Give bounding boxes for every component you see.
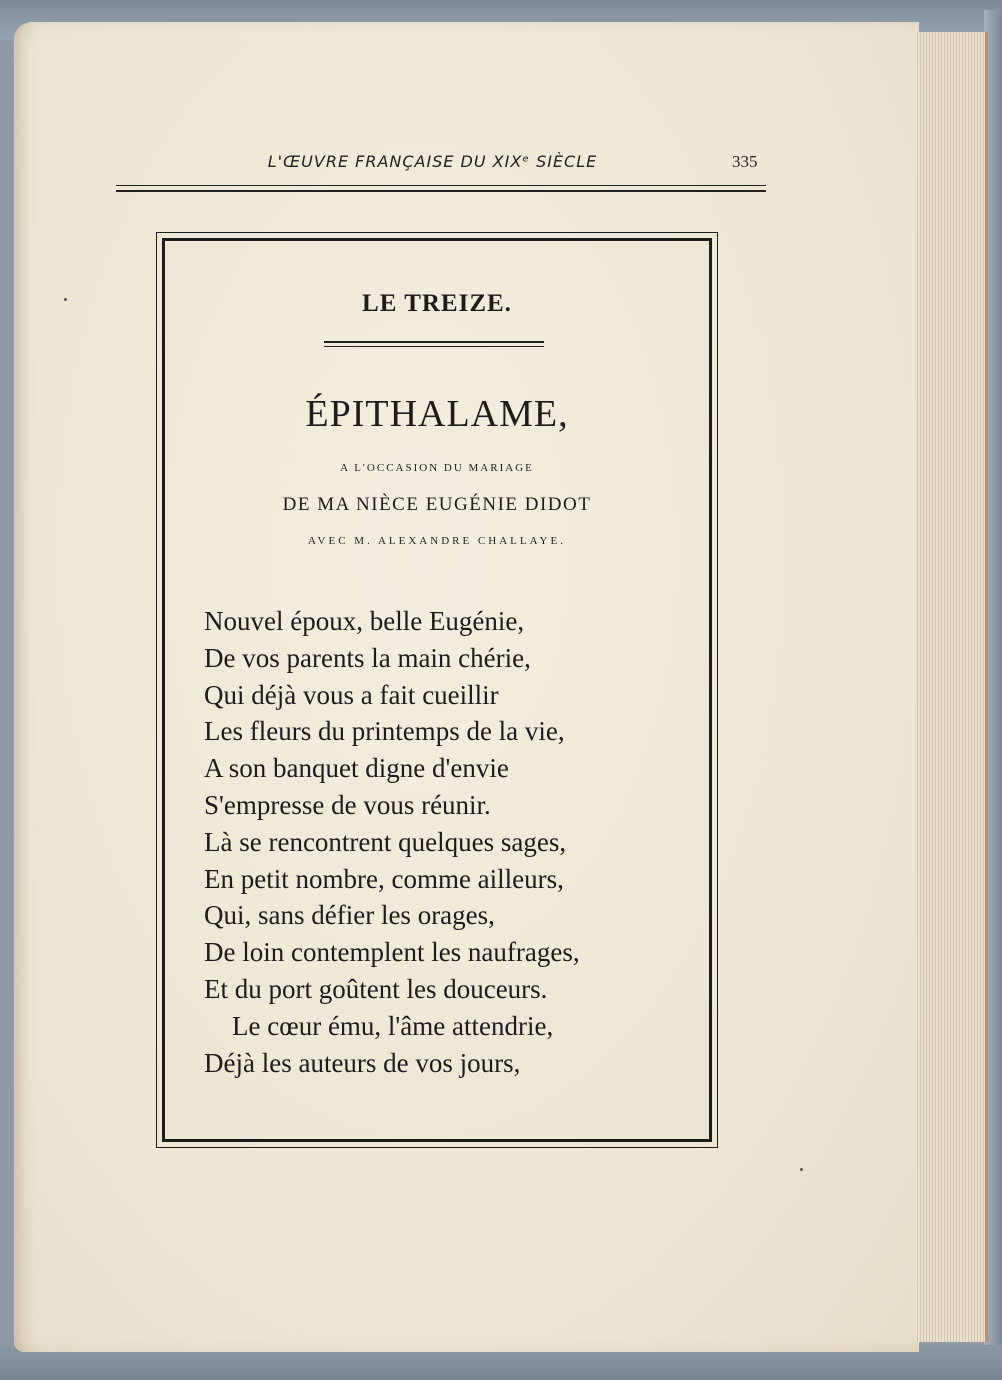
paper-speck: [64, 298, 67, 301]
header-rule: [116, 185, 766, 192]
verse-line: Là se rencontrent quelques sages,: [204, 826, 567, 857]
page-number: 335: [732, 152, 758, 171]
dedication-line-2: DE MA NIÈCE EUGÉNIE DIDOT: [282, 494, 592, 515]
verse-line: A son banquet digne d'envie: [204, 753, 509, 784]
verse-line: En petit nombre, comme ailleurs,: [204, 863, 564, 894]
page-edges: [915, 32, 988, 1342]
dedication-line-1: A L'OCCASION DU MARIAGE: [340, 462, 534, 474]
verse-line: Qui, sans défier les orages,: [204, 900, 495, 931]
verse-line: Déjà les auteurs de vos jours,: [204, 1047, 521, 1078]
verse-line: De vos parents la main chérie,: [204, 642, 531, 673]
dedication-line-3: AVEC M. ALEXANDRE CHALLAYE.: [308, 535, 566, 547]
verse-line: Et du port goûtent les douceurs.: [204, 973, 548, 1004]
verse-line: S'empresse de vous réunir.: [204, 789, 491, 820]
verse-line: Qui déjà vous a fait cueillir: [204, 679, 499, 710]
verse-line: De loin contemplent les naufrages,: [204, 937, 580, 968]
verse-line: Le cœur ému, l'âme attendrie,: [232, 1010, 554, 1041]
title-rule: [324, 341, 544, 347]
poem-title: ÉPITHALAME,: [305, 393, 569, 435]
poem-verses: [204, 603, 704, 1081]
plate-title: LE TREIZE.: [362, 290, 512, 317]
paper-speck: [800, 1168, 803, 1171]
verse-line: Nouvel époux, belle Eugénie,: [204, 606, 525, 636]
verse-line: Les fleurs du printemps de la vie,: [204, 716, 565, 747]
running-header-title: L'ŒUVRE FRANÇAISE DU XIXᵉ SIÈCLE: [267, 152, 598, 171]
